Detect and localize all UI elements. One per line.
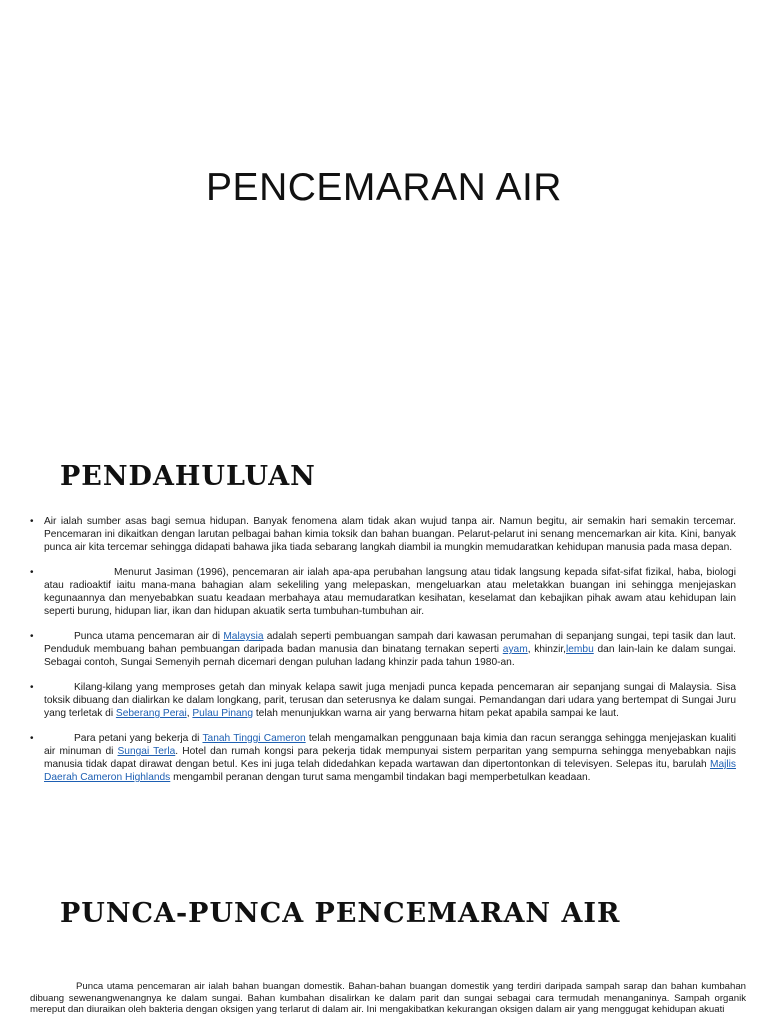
bullet-text: dan lain-lain ke dalam sungai. Sebagai contoh, Sungai Semenyih pernah dicemari dengan puluhan ladang khinzir pada tahun 1980-an. <box>44 644 736 668</box>
bullet-text: Air ialah sumber asas bagi semua hidupan. Banyak fenomena alam tidak akan wujud tanpa air. Namun begitu, air semakin hari semakin tercemar. Pencemaran ini dikaitkan dengan larutan pelbagai bahan kimia toksik dan bahan buangan. Pelarut-pelarut ini senang mencemarkan air kita. Kini, banyak punca air kita tercemar sehingga didapati bahawa jika tiada sebarang langkah diambil ia mungkin memudaratkan kehidupan manusia pada masa depan. <box>44 516 736 553</box>
punca-paragraph <box>30 981 746 1016</box>
hyperlink-malaysia[interactable]: Malaysia <box>223 631 264 642</box>
bullet-text: mengambil peranan dengan turut sama mengambil tindakan bagi memperbetulkan keadaan. <box>170 772 591 783</box>
bullet-text: Punca utama pencemaran air di <box>74 631 224 642</box>
bullet-text: , <box>186 708 193 719</box>
heading-pendahuluan: PENDAHULUAN <box>60 461 316 492</box>
bullet-text: telah mengamalkan penggunaan baja kimia dan racun serangga sehingga menjejaskan kualiti air minuman di <box>44 733 737 757</box>
hyperlink-seberang-perai[interactable]: Seberang Perai <box>115 708 187 719</box>
bullet-marker: • <box>30 631 34 642</box>
hyperlink-tanah-tinggi-cameron[interactable]: Tanah Tinggi Cameron <box>202 733 306 744</box>
bullet-marker: • <box>30 567 34 578</box>
bullet-text: adalah seperti pembuangan sampah dari kawasan perumahan di sepanjang sungai, tepi tasik dan laut. Penduduk membuang bahan pembuangan daripada badan manusia dan binatang ternakan seperti <box>44 631 736 655</box>
bullet-item <box>30 515 736 554</box>
bullet-text: , khinzir, <box>527 644 566 655</box>
page-title: PENCEMARAN AIR <box>206 166 562 209</box>
bullet-item <box>30 732 736 784</box>
heading-punca-punca: PUNCA-PUNCA PENCEMARAN AIR <box>60 898 621 929</box>
hyperlink-pulau-pinang[interactable]: Pulau Pinang <box>192 708 253 719</box>
bullet-text: Para petani yang bekerja di <box>74 733 203 744</box>
bullet-list <box>30 515 736 796</box>
hyperlink-majlis-daerah-cameron-highlands[interactable]: Majlis Daerah Cameron Highlands <box>44 759 736 783</box>
bullet-item <box>30 630 736 669</box>
bullet-marker: • <box>30 682 34 693</box>
bullet-text: telah menunjukkan warna air yang berwarna hitam pekat apabila sampai ke laut. <box>253 708 619 719</box>
hyperlink-sungai-terla[interactable]: Sungai Terla <box>117 746 176 757</box>
punca-paragraph-text: Punca utama pencemaran air ialah bahan buangan domestik. Bahan-bahan buangan domestik yang terdiri daripada sampah sarap dan bahan kumbahan dibuang sewenangwenangnya ke dalam sungai. Bahan kumbahan disalirkan ke dalam parit dan sungai sebagai cara termudah menanganinya. Sampah organik mereput dan diuraikan oleh bakteria dengan oksigen yang terlarut di dalam air. Ini mengakibatkan kekurangan oksigen dalam air yang menggugat kehidupan akuati <box>30 981 746 1015</box>
bullet-text: . Hotel dan rumah kongsi para pekerja tidak mempunyai sistem perparitan yang sempurna sehingga menyebabkan najis manusia tidak dapat dirawat dengan betul. Kes ini juga telah didedahkan kepada wartawan dan dipertontonkan di televisyen. Selepas itu, barulah <box>44 746 736 770</box>
bullet-text: Kilang-kilang yang memproses getah dan minyak kelapa sawit juga menjadi punca kepada pencemaran air sepanjang sungai di Malaysia. Sisa toksik dibuang dan dialirkan ke dalam longkang, parit, terusan dan seterusnya ke dalam sungai. Pemandangan dari udara yang bertempat di Sungai Juru yang terletak di <box>44 682 736 719</box>
bullet-item <box>30 566 736 618</box>
bullet-marker: • <box>30 733 34 744</box>
bullet-text: Menurut Jasiman (1996), pencemaran air ialah apa-apa perubahan langsung atau tidak langsung kepada sifat-sifat fizikal, haba, biologi atau radioaktif iaitu mana-mana bahagian alam sekeliling yang melepaskan, mengeluarkan atau meletakkan buangan ini sehingga menjejaskan kegunaannya dan menyebabkan suatu keadaan merbahaya atau memudaratkan kesihatan, keselamat dan kebajikan pihak awam atau kehidupan lain seperti burung, hidupan liar, ikan dan hidupan akuatik serta tumbuhan-tumbuhan air. <box>44 567 736 617</box>
hyperlink-ayam[interactable]: ayam <box>502 644 528 655</box>
hyperlink-lembu[interactable]: lembu <box>566 644 594 655</box>
bullet-item <box>30 681 736 720</box>
bullet-marker: • <box>30 516 34 527</box>
